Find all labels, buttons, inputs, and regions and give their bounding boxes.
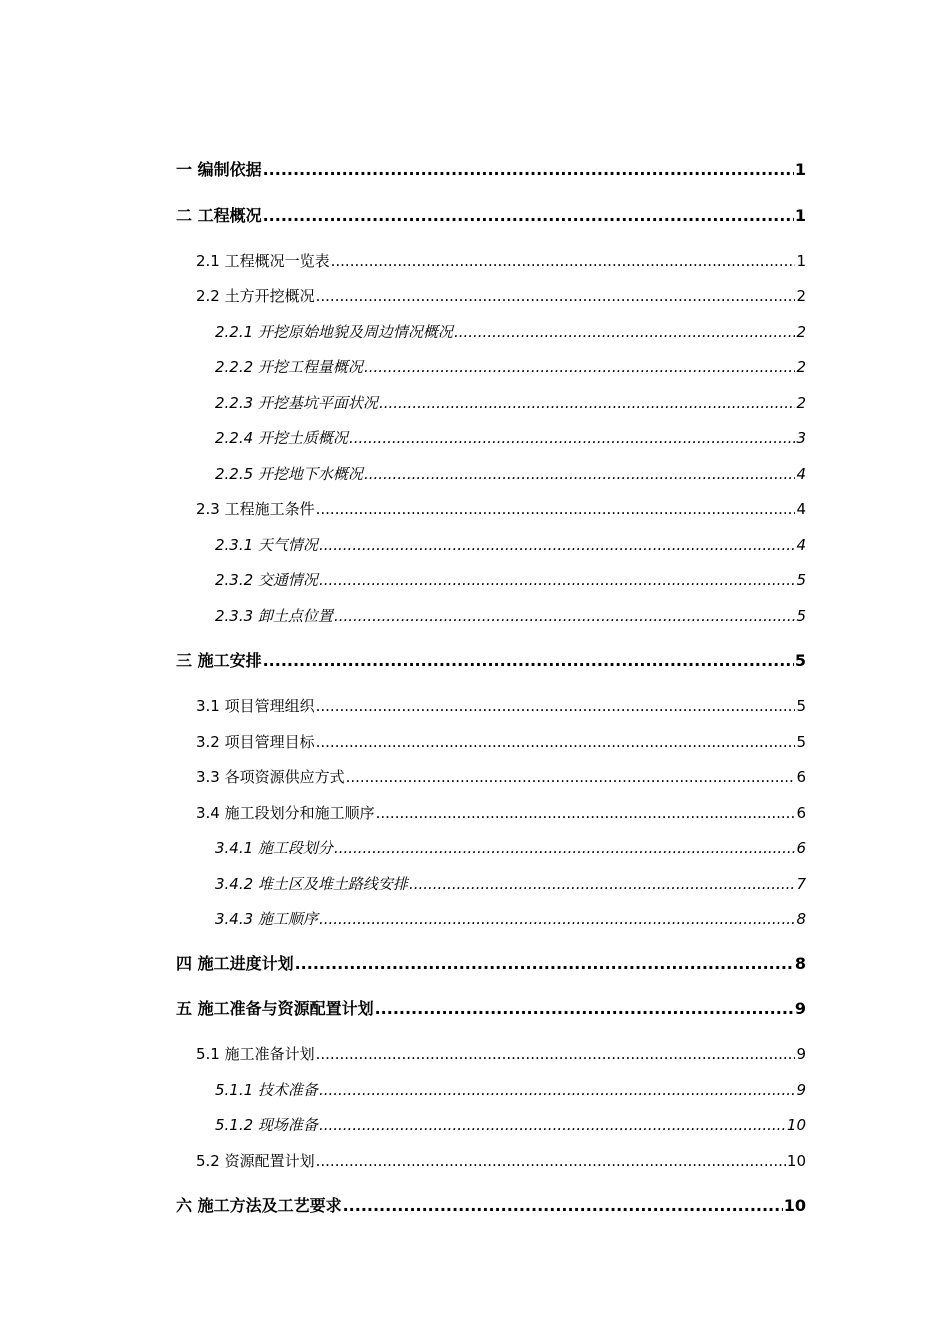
toc-leader-dots (316, 730, 796, 754)
toc-leader-dots (364, 355, 796, 379)
toc-entry-3-2[interactable] (196, 730, 806, 754)
toc-entry-5-1-1[interactable] (215, 1078, 806, 1102)
toc-leader-dots (319, 533, 796, 557)
toc-entry-2-3-2[interactable] (215, 568, 806, 592)
toc-entry-2-3-1[interactable] (215, 533, 806, 557)
toc-leader-dots (454, 320, 796, 344)
toc-entry-2-2-4[interactable] (215, 426, 806, 450)
toc-entry-title: 2.2.2 开挖工程量概况 (215, 358, 363, 376)
toc-leader-dots (375, 997, 794, 1021)
toc-entry-page: 5 (796, 607, 806, 625)
toc-entry-page: 9 (796, 1081, 806, 1099)
toc-leader-dots (319, 907, 796, 931)
toc-entry-page: 5 (796, 571, 806, 589)
toc-leader-dots (331, 249, 796, 273)
toc-entry-5-1-2[interactable] (215, 1113, 806, 1137)
toc-entry-page: 1 (796, 252, 806, 270)
toc-entry-section-4[interactable] (176, 952, 806, 976)
toc-entry-page: 8 (796, 910, 806, 928)
toc-entry-2-3[interactable] (196, 497, 806, 521)
toc-leader-dots (316, 694, 796, 718)
toc-entry-2-2[interactable] (196, 284, 806, 308)
toc-entry-title: 3.3 各项资源供应方式 (196, 768, 345, 786)
toc-entry-page: 2 (796, 394, 806, 412)
toc-entry-page: 9 (796, 1045, 806, 1063)
toc-leader-dots (343, 1194, 783, 1218)
toc-leader-dots (409, 872, 796, 896)
toc-entry-page: 10 (783, 1196, 806, 1215)
toc-entry-title: 5.1 施工准备计划 (196, 1045, 315, 1063)
toc-entry-title: 3.4 施工段划分和施工顺序 (196, 804, 375, 822)
toc-entry-title: 五 施工准备与资源配置计划 (176, 999, 374, 1018)
toc-entry-page: 4 (796, 465, 806, 483)
toc-leader-dots (334, 836, 796, 860)
toc-entry-title: 二 工程概况 (176, 206, 262, 225)
toc-entry-3-4-2[interactable] (215, 872, 806, 896)
toc-entry-title: 四 施工进度计划 (176, 954, 294, 973)
toc-entry-3-3[interactable] (196, 765, 806, 789)
toc-leader-dots (263, 204, 794, 228)
toc-entry-title: 2.3 工程施工条件 (196, 500, 315, 518)
toc-leader-dots (376, 801, 796, 825)
toc-leader-dots (263, 649, 794, 673)
toc-entry-3-1[interactable] (196, 694, 806, 718)
toc-entry-3-4[interactable] (196, 801, 806, 825)
toc-leader-dots (346, 765, 796, 789)
toc-entry-page: 2 (796, 323, 806, 341)
toc-entry-page: 5 (794, 651, 806, 670)
toc-entry-page: 1 (794, 160, 806, 179)
toc-entry-title: 3.2 项目管理目标 (196, 733, 315, 751)
toc-entry-5-2[interactable] (196, 1149, 806, 1173)
toc-entry-5-1[interactable] (196, 1042, 806, 1066)
toc-entry-section-1[interactable] (176, 158, 806, 182)
toc-entry-page: 8 (794, 954, 806, 973)
toc-leader-dots (379, 391, 796, 415)
toc-leader-dots (316, 284, 796, 308)
toc-leader-dots (295, 952, 794, 976)
toc-entry-2-2-5[interactable] (215, 462, 806, 486)
toc-entry-title: 2.2.5 开挖地下水概况 (215, 465, 363, 483)
toc-entry-2-2-1[interactable] (215, 320, 806, 344)
toc-leader-dots (316, 497, 796, 521)
toc-entry-2-1[interactable] (196, 249, 806, 273)
toc-entry-page: 2 (796, 358, 806, 376)
toc-entry-section-3[interactable] (176, 649, 806, 673)
toc-entry-title: 2.3.3 卸土点位置 (215, 607, 333, 625)
toc-entry-page: 5 (796, 733, 806, 751)
toc-entry-2-2-3[interactable] (215, 391, 806, 415)
toc-leader-dots (316, 1149, 786, 1173)
toc-leader-dots (316, 1042, 796, 1066)
toc-entry-page: 6 (796, 768, 806, 786)
toc-leader-dots (334, 604, 796, 628)
toc-entry-title: 2.1 工程概况一览表 (196, 252, 330, 270)
toc-leader-dots (364, 462, 796, 486)
toc-entry-title: 2.3.2 交通情况 (215, 571, 318, 589)
toc-entry-page: 7 (796, 875, 806, 893)
toc-entry-page: 9 (794, 999, 806, 1018)
toc-entry-page: 2 (796, 287, 806, 305)
toc-entry-title: 3.4.2 堆土区及堆土路线安排 (215, 875, 408, 893)
toc-entry-title: 5.2 资源配置计划 (196, 1152, 315, 1170)
toc-entry-2-3-3[interactable] (215, 604, 806, 628)
toc-entry-page: 10 (786, 1116, 806, 1134)
toc-entry-page: 6 (796, 839, 806, 857)
toc-leader-dots (319, 1078, 796, 1102)
toc-entry-title: 一 编制依据 (176, 160, 262, 179)
toc-entry-3-4-3[interactable] (215, 907, 806, 931)
toc-entry-title: 六 施工方法及工艺要求 (176, 1196, 342, 1215)
toc-entry-title: 2.2.1 开挖原始地貌及周边情况概况 (215, 323, 453, 341)
toc-entry-section-6[interactable] (176, 1194, 806, 1218)
toc-entry-3-4-1[interactable] (215, 836, 806, 860)
toc-entry-section-5[interactable] (176, 997, 806, 1021)
toc-entry-section-2[interactable] (176, 204, 806, 228)
toc-entry-title: 3.4.3 施工顺序 (215, 910, 318, 928)
toc-entry-title: 2.2.4 开挖土质概况 (215, 429, 348, 447)
toc-leader-dots (319, 568, 796, 592)
toc-leader-dots (319, 1113, 786, 1137)
toc-entry-page: 3 (796, 429, 806, 447)
toc-entry-title: 2.3.1 天气情况 (215, 536, 318, 554)
toc-leader-dots (349, 426, 796, 450)
toc-entry-title: 3.1 项目管理组织 (196, 697, 315, 715)
toc-entry-page: 6 (796, 804, 806, 822)
toc-entry-title: 5.1.2 现场准备 (215, 1116, 318, 1134)
toc-leader-dots (263, 158, 794, 182)
toc-entry-title: 2.2 土方开挖概况 (196, 287, 315, 305)
toc-entry-title: 5.1.1 技术准备 (215, 1081, 318, 1099)
toc-entry-page: 4 (796, 500, 806, 518)
toc-entry-title: 2.2.3 开挖基坑平面状况 (215, 394, 378, 412)
toc-entry-title: 3.4.1 施工段划分 (215, 839, 333, 857)
toc-entry-page: 1 (794, 206, 806, 225)
toc-entry-page: 5 (796, 697, 806, 715)
toc-entry-title: 三 施工安排 (176, 651, 262, 670)
toc-entry-page: 4 (796, 536, 806, 554)
toc-entry-page: 10 (786, 1152, 806, 1170)
toc-entry-2-2-2[interactable] (215, 355, 806, 379)
